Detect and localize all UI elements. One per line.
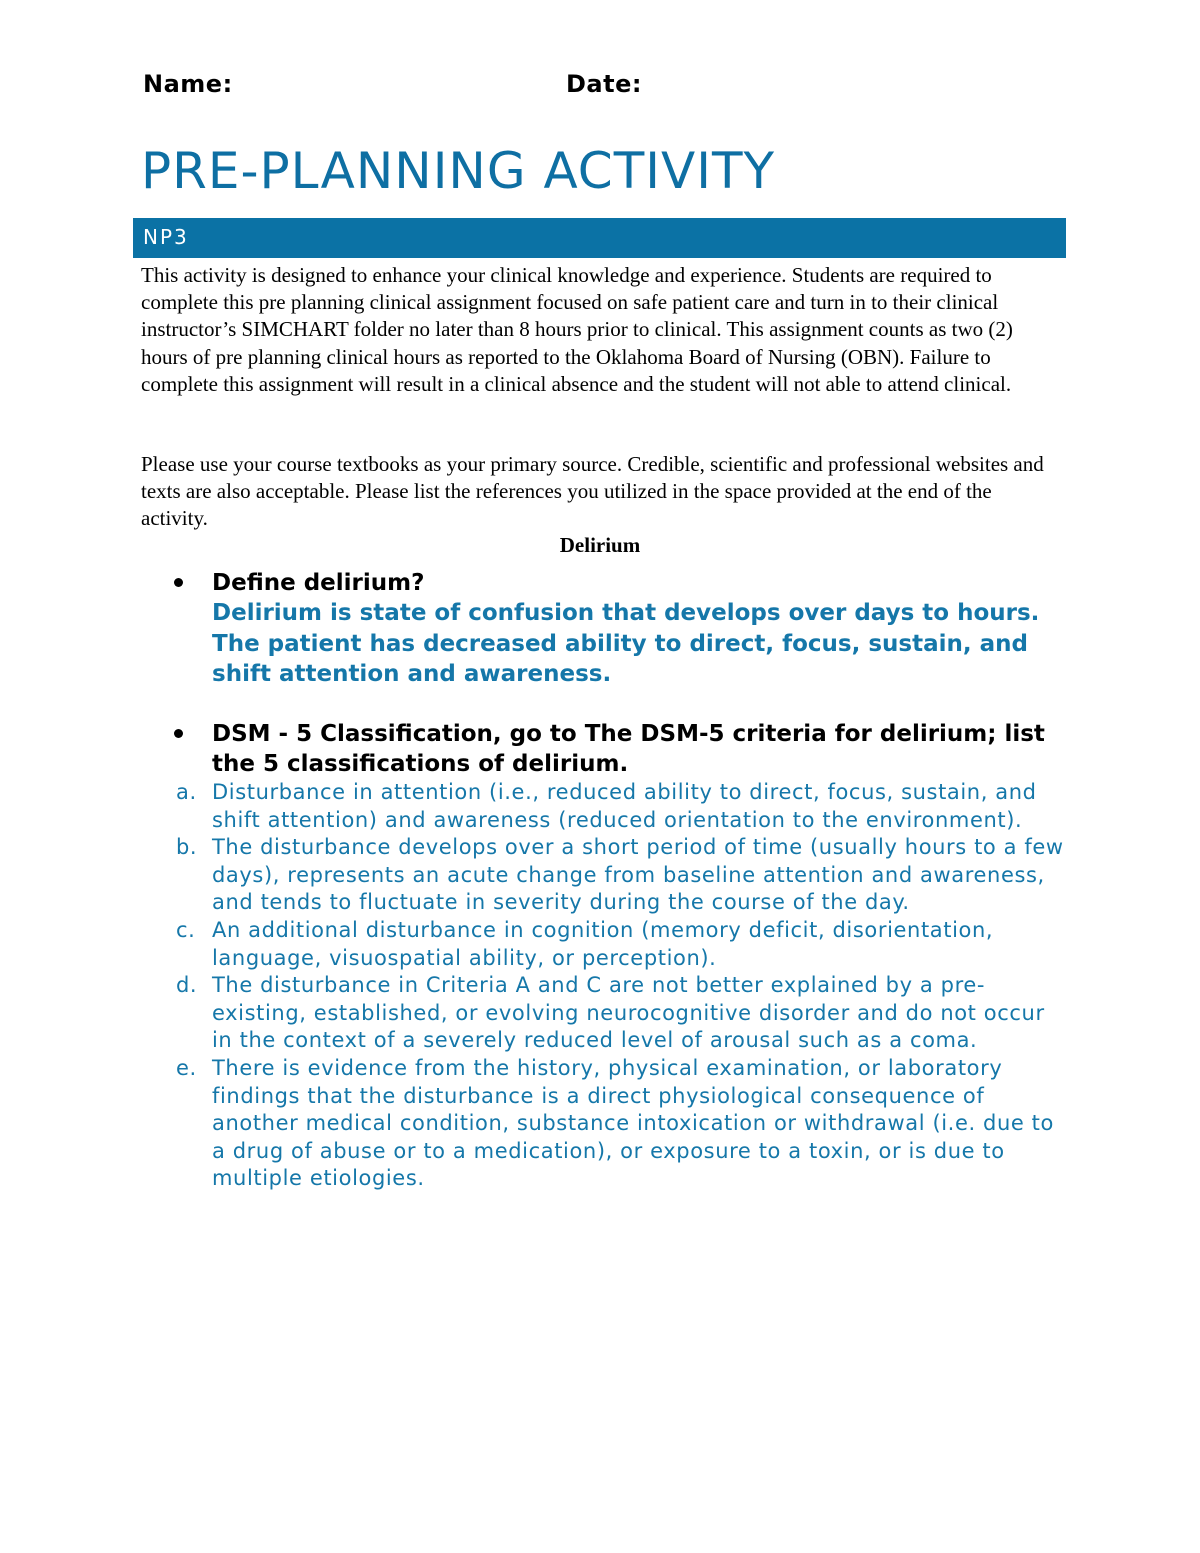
question-text: Define delirium? <box>212 570 425 596</box>
list-item <box>142 972 1072 1055</box>
list-item <box>142 779 1072 834</box>
list-marker: a. <box>176 780 197 804</box>
name-label: Name: <box>143 70 233 98</box>
list-item <box>142 1055 1072 1193</box>
intro-paragraph: This activity is designed to enhance your clinical knowledge and experience. Students are required to complete this pre planning clinical assignment focused on safe patient care and turn in to their clinical instructor’s SIMCHART folder no later than 8 hours prior to clinical. This assignment counts as two (2) hours of pre planning clinical hours as reported to the Oklahoma Board of Nursing (OBN). Failure to complete this assignment will result in a clinical absence and the student will not able to attend clinical. <box>141 263 1013 396</box>
list-item <box>142 834 1072 917</box>
list-item-text: There is evidence from the history, physical examination, or laboratory findings that the disturbance is a direct physiological consequence of another medical condition, substance intoxication or withdrawal (i.e. due to a drug of abuse or to a medication), or exposure to a toxin, or is due to multiple etiologies. <box>212 1055 1054 1191</box>
list-marker: d. <box>176 973 198 998</box>
question-block-1 <box>212 568 1072 690</box>
header-row <box>143 70 1063 106</box>
date-label: Date: <box>566 70 642 98</box>
list-item <box>142 917 1072 972</box>
criteria-list <box>176 779 1072 1193</box>
list-marker: e. <box>176 1055 197 1080</box>
bullet-icon <box>174 729 183 738</box>
course-code: NP3 <box>143 225 189 249</box>
document-title: PRE-PLANNING ACTIVITY <box>141 142 776 200</box>
list-item-text: An additional disturbance in cognition (memory deficit, disorientation, language, visuospatial ability, or perception). <box>212 917 994 970</box>
question-text: DSM - 5 Classification, go to The DSM-5 criteria for delirium; list the 5 classifications of delirium. <box>212 721 1045 777</box>
list-marker: b. <box>176 835 198 860</box>
section-heading: Delirium <box>559 533 641 557</box>
answer-text: Delirium is state of confusion that develops over days to hours. The patient has decreased ability to direct, focus, sustain, and shift attention and awareness. <box>212 600 1040 687</box>
list-marker: c. <box>176 917 196 942</box>
list-item-text: The disturbance in Criteria A and C are not better explained by a pre-existing, established, or evolving neurocognitive disorder and do not occur in the context of a severely reduced level of arousal such as a coma. <box>212 973 1045 1053</box>
list-item-text: The disturbance develops over a short period of time (usually hours to a few days), represents an acute change from baseline attention and awareness, and tends to fluctuate in severity during the course of the day. <box>212 835 1064 915</box>
list-item-text: Disturbance in attention (i.e., reduced ability to direct, focus, sustain, and shift attention) and awareness (reduced orientation to the environment). <box>212 780 1037 832</box>
bullet-icon <box>174 578 183 587</box>
sources-paragraph: Please use your course textbooks as your primary source. Credible, scientific and professional websites and texts are also acceptable. Please list the references you utilized in the space provided at the end of the activity. <box>141 452 1044 531</box>
course-band <box>133 218 1066 258</box>
question-block-2 <box>176 719 1072 1193</box>
